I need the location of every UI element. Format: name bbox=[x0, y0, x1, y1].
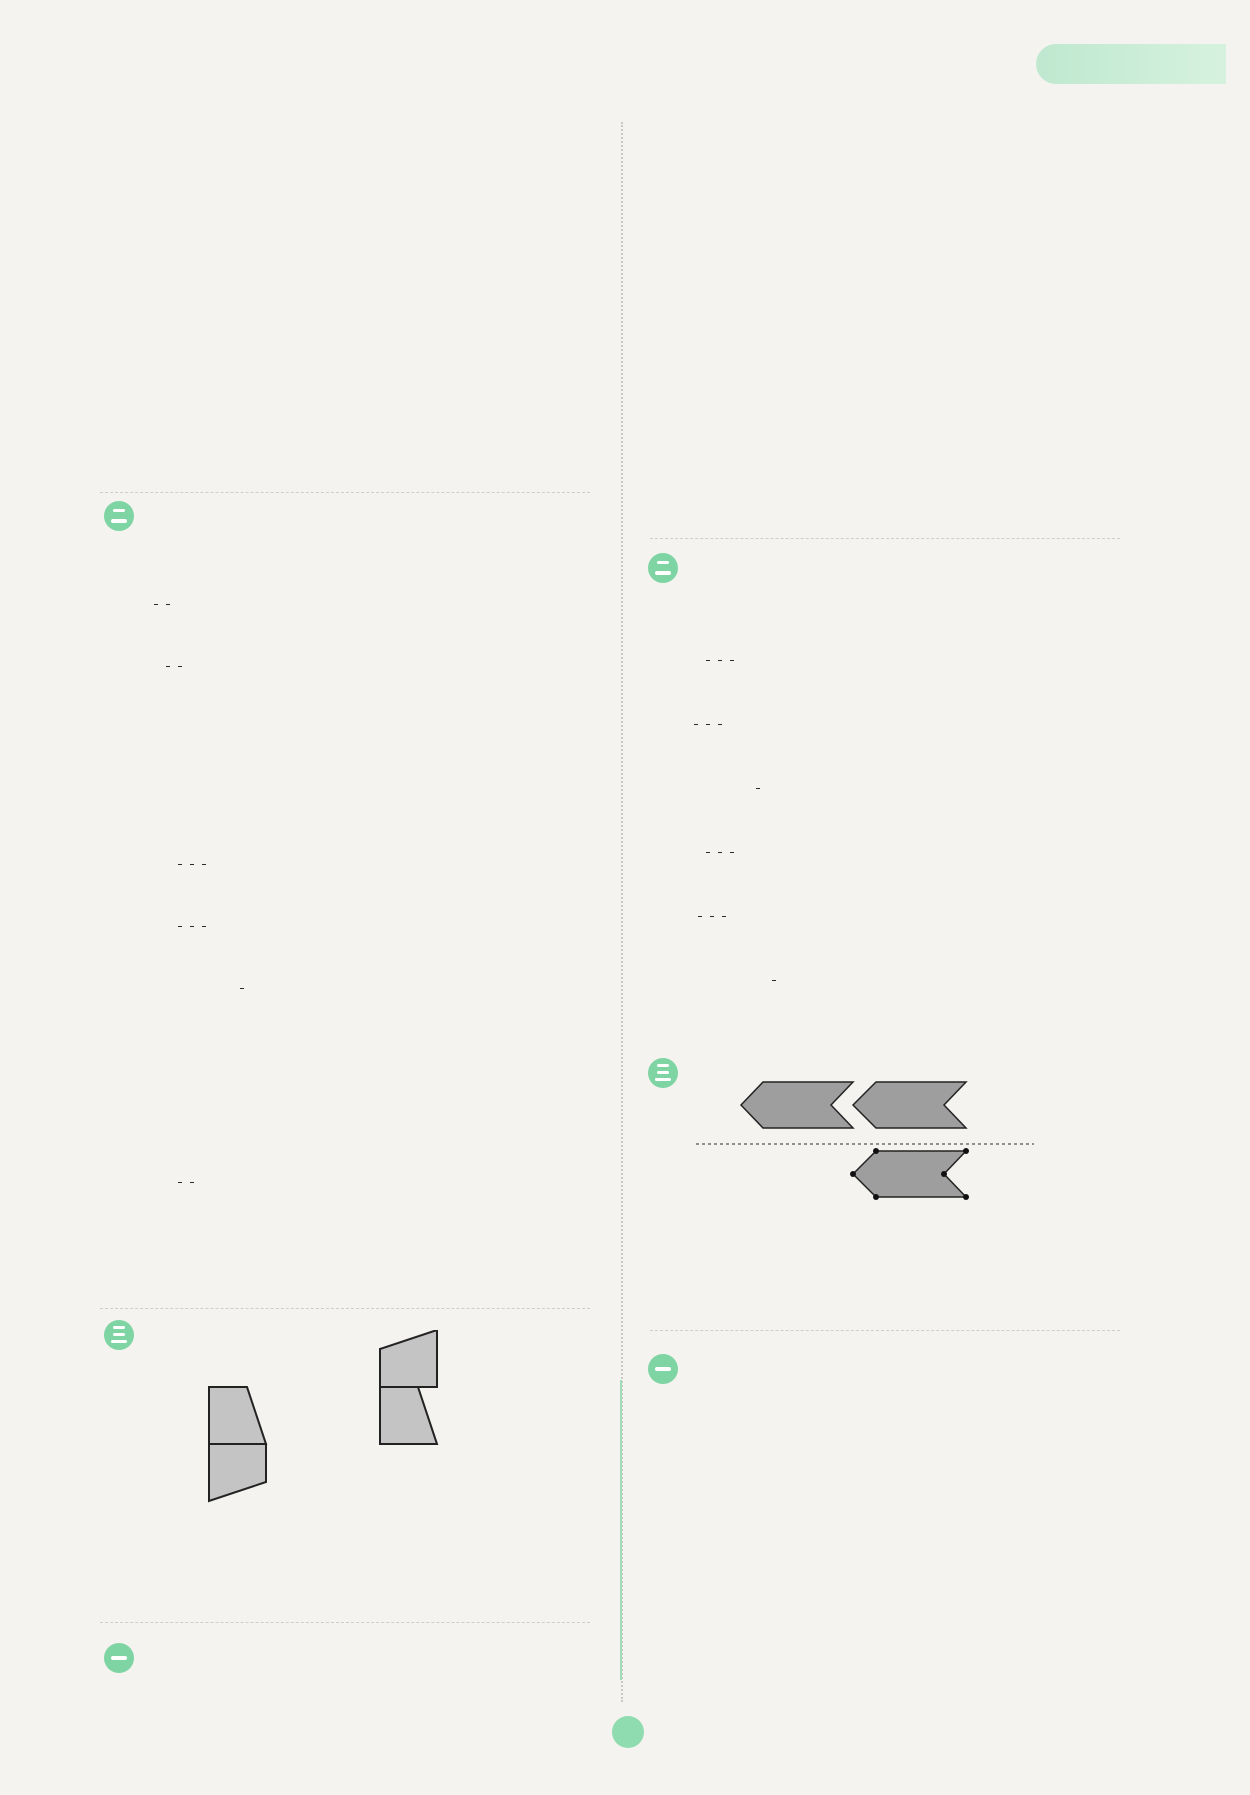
page-number bbox=[606, 1712, 650, 1752]
answer-key-badge bbox=[1036, 44, 1226, 84]
left-grid-figure bbox=[152, 1330, 494, 1524]
equation-line bbox=[690, 724, 724, 725]
section-three-icon bbox=[648, 1058, 678, 1088]
section-one-icon bbox=[648, 1354, 678, 1384]
shape-2 bbox=[380, 1387, 437, 1444]
equation-line bbox=[768, 980, 778, 981]
section-divider bbox=[100, 1622, 590, 1623]
section-three-icon bbox=[104, 1320, 134, 1350]
section-two-icon bbox=[104, 501, 134, 531]
section-two-icon bbox=[648, 553, 678, 583]
equation-line bbox=[702, 852, 736, 853]
section-divider bbox=[650, 538, 1120, 539]
equation-line bbox=[236, 988, 246, 989]
equation-line bbox=[752, 788, 762, 789]
equation-line bbox=[704, 660, 736, 661]
shape-1 bbox=[209, 1387, 266, 1444]
section-divider bbox=[650, 1330, 1120, 1331]
equation-line bbox=[694, 916, 728, 917]
section-one-icon bbox=[104, 1643, 134, 1673]
equation-line bbox=[174, 926, 208, 927]
shape-a bbox=[741, 1082, 853, 1128]
equation-line bbox=[176, 864, 208, 865]
shape-1-lower bbox=[209, 1444, 266, 1501]
equation-line bbox=[150, 604, 172, 605]
right-grid-figure bbox=[696, 1060, 1034, 1220]
column-divider-accent bbox=[620, 1380, 622, 1680]
shape-b bbox=[853, 1082, 966, 1128]
equation-line bbox=[162, 666, 184, 667]
section-divider bbox=[100, 492, 590, 493]
equation-line bbox=[176, 1182, 196, 1183]
shape-c bbox=[853, 1151, 966, 1197]
shape-n bbox=[380, 1330, 437, 1387]
section-divider bbox=[100, 1308, 590, 1309]
